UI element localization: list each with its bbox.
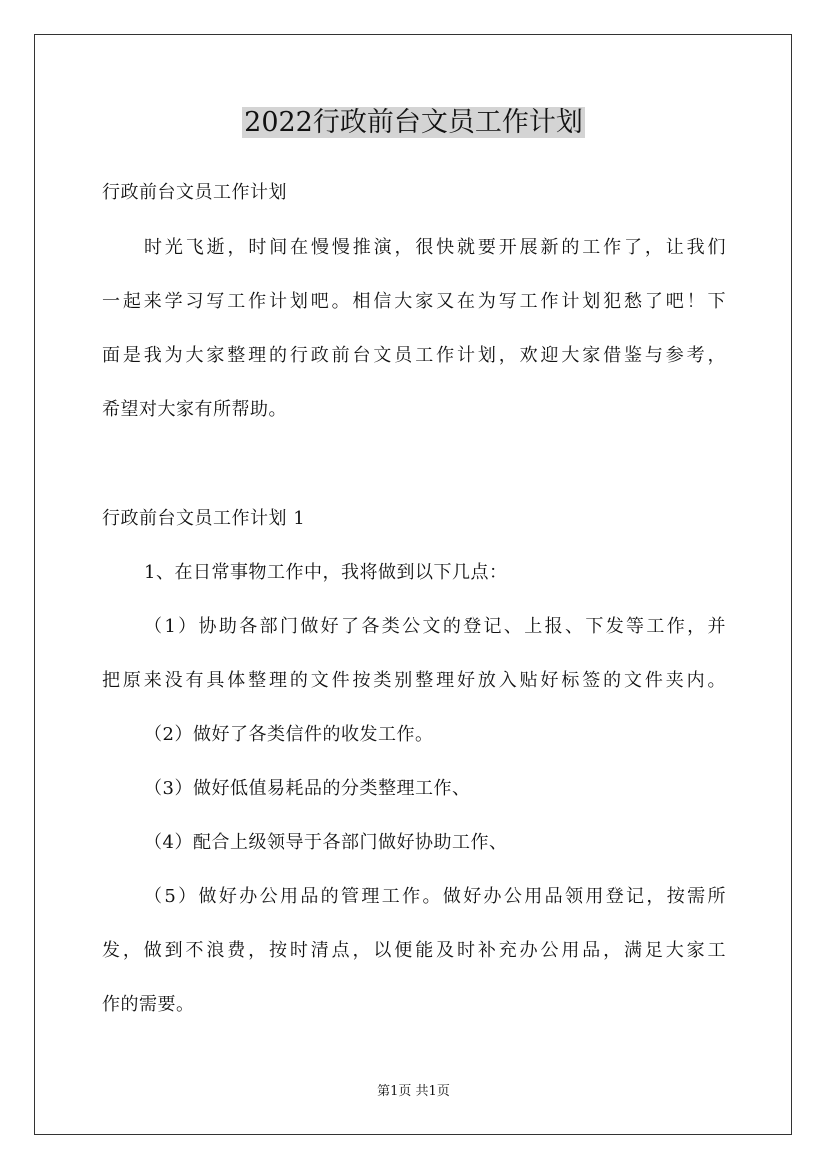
item-1-5-line-3: 作的需要。 xyxy=(102,994,195,1015)
item-1-5-line-1: （5）做好办公用品的管理工作。做好办公用品领用登记，按需所 xyxy=(144,886,726,907)
intro-paragraph-line-2: 一起来学习写工作计划吧。相信大家又在为写工作计划犯愁了吧！下 xyxy=(102,291,726,312)
item-1-1-line-1: （1）协助各部门做好了各类公文的登记、上报、下发等工作，并 xyxy=(144,616,726,637)
page-number-footer: 第1页 共1页 xyxy=(377,1084,450,1099)
section-heading-plan: 行政前台文员工作计划 xyxy=(102,182,287,203)
item-1-4: （4）配合上级领导于各部门做好协助工作、 xyxy=(144,832,508,853)
section-heading-plan-1: 行政前台文员工作计划 1 xyxy=(102,508,306,529)
item-1-1-line-2: 把原来没有具体整理的文件按类别整理好放入贴好标签的文件夹内。 xyxy=(102,670,726,691)
item-1-5-line-2: 发，做到不浪费，按时清点，以便能及时补充办公用品，满足大家工 xyxy=(102,940,726,961)
item-1-3: （3）做好低值易耗品的分类整理工作、 xyxy=(144,778,471,799)
intro-paragraph-line-1: 时光飞逝，时间在慢慢推演，很快就要开展新的工作了，让我们 xyxy=(144,237,726,258)
document-title xyxy=(0,104,827,142)
intro-paragraph-line-3: 面是我为大家整理的行政前台文员工作计划，欢迎大家借鉴与参考， xyxy=(102,345,726,366)
item-1-2: （2）做好了各类信件的收发工作。 xyxy=(144,724,434,745)
document-title-text: 2022行政前台文员工作计划 xyxy=(244,107,583,138)
intro-paragraph-line-4: 希望对大家有所帮助。 xyxy=(102,399,287,420)
item-1-heading: 1、在日常事物工作中，我将做到以下几点： xyxy=(144,562,508,583)
